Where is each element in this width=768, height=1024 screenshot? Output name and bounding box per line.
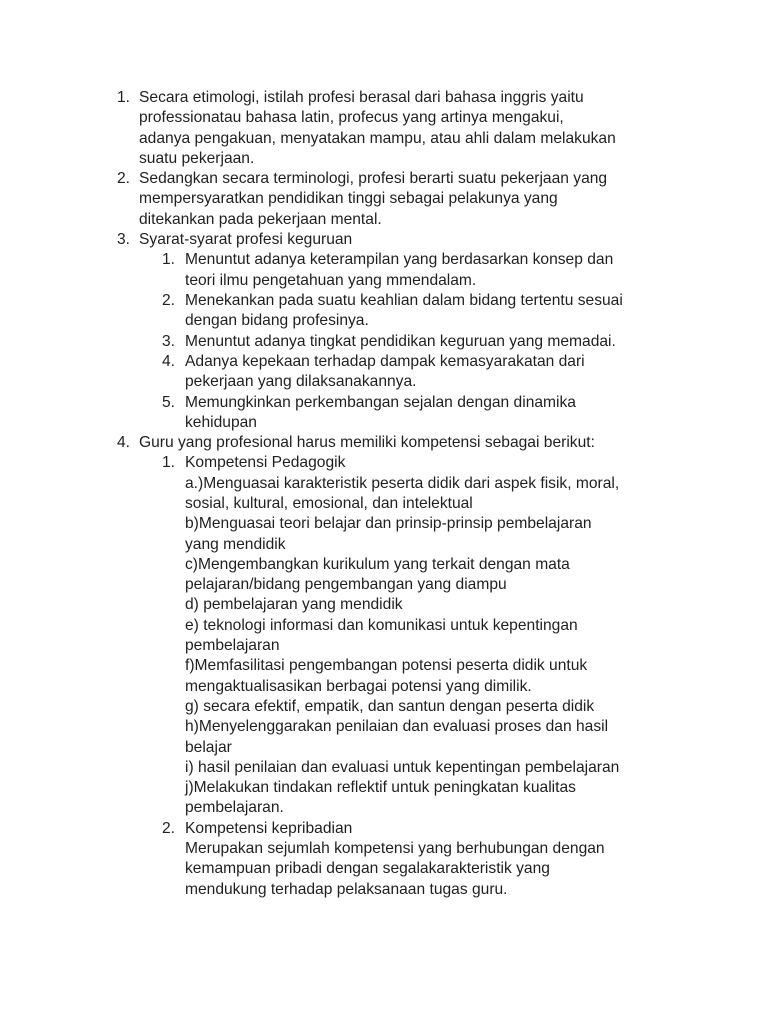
list-item-text — [185, 453, 619, 818]
list-item-text — [185, 250, 613, 291]
list-item — [0, 169, 607, 230]
list-item-text — [139, 88, 616, 169]
list-number: 1. — [162, 251, 176, 269]
text-line: pekerjaan yang dilaksanakannya. — [185, 373, 417, 391]
text-line: d) pembelajaran yang mendidik — [185, 596, 403, 614]
list-number: 3. — [117, 231, 131, 249]
text-line: j)Melakukan tindakan reflektif untuk peningkatan kualitas — [185, 779, 576, 797]
list-item-text — [139, 433, 595, 453]
text-line: Merupakan sejumlah kompetensi yang berhubungan dengan — [185, 840, 605, 858]
text-line: c)Mengembangkan kurikulum yang terkait dengan mata — [185, 555, 570, 573]
sub-list-item — [0, 291, 623, 332]
text-line: pembelajaran — [185, 637, 280, 655]
text-line: Kompetensi kepribadian — [185, 819, 353, 837]
sub-list-item — [0, 819, 605, 900]
list-number: 5. — [162, 393, 176, 411]
list-item-text — [139, 230, 352, 250]
list-item — [0, 88, 616, 169]
list-item-text — [185, 291, 623, 332]
list-item-text — [185, 819, 605, 900]
text-line: pembelajaran. — [185, 799, 284, 817]
text-line: ditekankan pada pekerjaan mental. — [139, 210, 382, 228]
list-number: 4. — [117, 434, 131, 452]
list-number: 3. — [162, 332, 176, 350]
list-item-text — [185, 332, 616, 352]
text-line: mendukung terhadap pelaksanaan tugas guru. — [185, 880, 508, 898]
text-line: Guru yang profesional harus memiliki kompetensi sebagai berikut: — [139, 434, 595, 452]
text-line: Sedangkan secara terminologi, profesi berarti suatu pekerjaan yang — [139, 170, 608, 188]
text-line: Adanya kepekaan terhadap dampak kemasyarakatan dari — [185, 352, 585, 370]
list-item-text — [185, 352, 585, 393]
text-line: mempersyaratkan pendidikan tinggi sebagai pelakunya yang — [139, 190, 558, 208]
list-number: 2. — [117, 170, 131, 188]
text-line: mengaktualisasikan berbagai potensi yang dimilik. — [185, 677, 532, 695]
sub-list-item — [0, 250, 613, 291]
list-number: 1. — [117, 89, 131, 106]
text-line: Secara etimologi, istilah profesi berasal dari bahasa inggris yaitu — [139, 89, 584, 106]
text-line: b)Menguasai teori belajar dan prinsip-prinsip pembelajaran — [185, 515, 592, 533]
list-item-text — [139, 169, 607, 230]
text-line: Kompetensi Pedagogik — [185, 454, 346, 472]
list-number: 2. — [162, 292, 176, 309]
text-line: suatu pekerjaan. — [139, 149, 255, 167]
text-line: a.)Menguasai karakteristik peserta didik dari aspek fisik, moral, — [185, 474, 620, 492]
list-number: 4. — [162, 352, 176, 370]
text-line: i) hasil penilaian dan evaluasi untuk kepentingan pembelajaran — [185, 758, 620, 776]
text-line: kemampuan pribadi dengan segalakarakteristik yang — [185, 860, 550, 878]
list-number: 1. — [162, 454, 176, 472]
text-line: professionatau bahasa latin, profecus yang artinya mengakui, — [139, 109, 564, 127]
list-item — [0, 230, 352, 250]
text-line: Menekankan pada suatu keahlian dalam bidang tertentu sesuai — [185, 292, 623, 309]
sub-list-item — [0, 393, 576, 434]
text-line: dengan bidang profesinya. — [185, 312, 369, 330]
sub-list-item — [0, 332, 616, 352]
text-line: adanya pengakuan, menyatakan mampu, atau ahli dalam melakukan — [139, 129, 616, 147]
text-line: belajar — [185, 738, 232, 756]
text-line: h)Menyelenggarakan penilaian dan evaluasi proses dan hasil — [185, 718, 609, 736]
text-line: e) teknologi informasi dan komunikasi untuk kepentingan — [185, 616, 578, 634]
text-line: f)Memfasilitasi pengembangan potensi peserta didik untuk — [185, 657, 588, 675]
sub-list-item — [0, 453, 619, 818]
text-line: Syarat-syarat profesi keguruan — [139, 231, 353, 249]
list-item — [0, 433, 595, 453]
text-line: Menuntut adanya tingkat pendidikan keguruan yang memadai. — [185, 332, 616, 350]
text-line: teori ilmu pengetahuan yang mmendalam. — [185, 271, 477, 289]
text-line: sosial, kultural, emosional, dan intelektual — [185, 494, 473, 512]
list-item-text — [185, 393, 576, 434]
text-line: yang mendidik — [185, 535, 286, 553]
text-line: g) secara efektif, empatik, dan santun dengan peserta didik — [185, 697, 595, 715]
text-line: kehidupan — [185, 413, 257, 431]
text-line: Menuntut adanya keterampilan yang berdasarkan konsep dan — [185, 251, 614, 269]
sub-list-item — [0, 352, 585, 393]
text-line: pelajaran/bidang pengembangan yang diampu — [185, 576, 507, 594]
text-line: Memungkinkan perkembangan sejalan dengan dinamika — [185, 393, 576, 411]
list-number: 2. — [162, 819, 176, 837]
